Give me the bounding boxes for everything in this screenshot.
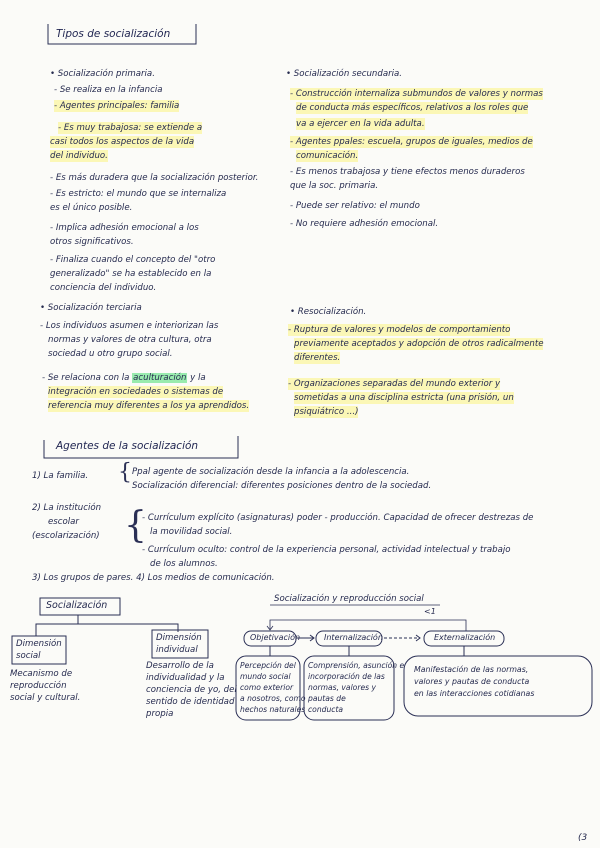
brace-icon: { — [118, 460, 132, 485]
list-item: - Es menos trabajosa y tiene efectos menos duraderos — [290, 167, 525, 177]
text-line: sentido de identidad — [146, 697, 235, 707]
brace-icon: { — [124, 505, 147, 546]
text-span: - Se relaciona con la — [42, 373, 130, 383]
dim-social-title — [16, 638, 62, 662]
box-title-line: Dimensión — [156, 633, 202, 643]
text-line: Mecanismo de — [10, 669, 73, 679]
dim-individual-text — [146, 660, 237, 720]
text-line: hechos naturales — [240, 705, 306, 714]
list-item: de conducta más específicos, relativos a los roles que — [296, 103, 529, 113]
text-line: propia — [146, 709, 174, 719]
list-item: sociedad u otro grupo social. — [48, 349, 173, 359]
externalizacion-title: Externalización — [434, 633, 496, 642]
text-line: Comprensión, asunción e — [308, 661, 405, 670]
list-item: integración en sociedades o sistemas de — [48, 387, 224, 397]
otros-agentes: 3) Los grupos de pares. 4) Los medios de comunicación. — [32, 573, 275, 583]
list-item: casi todos los aspectos de la vida — [50, 137, 195, 147]
highlighted-term: aculturación — [133, 373, 187, 383]
list-item: del individuo. — [50, 151, 108, 161]
list-item: que la soc. primaria. — [290, 181, 379, 191]
socializacion-box: Socialización — [46, 600, 108, 611]
escuela-line: de los alumnos. — [150, 559, 218, 569]
list-item: otros significativos. — [50, 237, 134, 247]
feedback-label: <1 — [424, 607, 436, 616]
text-line: Manifestación de las normas, — [414, 665, 529, 674]
text-line: en las interacciones cotidianas — [414, 689, 535, 698]
box-title-line: social — [16, 651, 41, 661]
list-item: - Agentes ppales: escuela, grupos de iguales, medios de — [290, 137, 533, 147]
list-item: sometidas a una disciplina estricta (una prisión, un — [294, 393, 514, 403]
list-item: - Es más duradera que la socialización posterior. — [50, 173, 259, 183]
escuela-line: - Currículum oculto: control de la experiencia personal, actividad intelectual y trabajo — [142, 545, 511, 555]
section-title-agentes: Agentes de la socialización — [56, 440, 199, 452]
internalizacion-text — [308, 660, 404, 715]
escuela-label: 2) La institución — [32, 503, 102, 513]
box-title-line: individual — [156, 645, 198, 655]
list-item: previamente aceptados y adopción de otros radicalmente — [294, 339, 544, 349]
familia-line: Ppal agente de socialización desde la infancia a la adolescencia. — [132, 467, 410, 477]
text-line: individualidad y la — [146, 673, 225, 683]
list-item — [42, 372, 206, 384]
list-item: - Agentes principales: familia — [54, 101, 180, 111]
list-item: referencia muy diferentes a los ya aprendidos. — [48, 401, 250, 411]
list-item: - No requiere adhesión emocional. — [290, 219, 439, 229]
text-line: a nosotros, como — [240, 694, 306, 703]
terciaria-heading: • Socialización terciaria — [40, 303, 142, 313]
escuela-label: (escolarización) — [32, 531, 100, 541]
text-line: Desarrollo de la — [146, 661, 214, 671]
list-item: - Puede ser relativo: el mundo — [290, 201, 420, 211]
escuela-line: - Currículum explícito (asignaturas) poder - producción. Capacidad de ofrecer destrezas de — [142, 513, 534, 523]
text-line: conducta — [308, 705, 344, 714]
objetivacion-text — [240, 660, 306, 715]
list-item: - Es muy trabajosa: se extiende a — [58, 123, 203, 133]
text-line: conciencia de yo, del — [146, 685, 237, 695]
text-line: mundo social — [240, 672, 291, 681]
text-line: reproducción — [10, 681, 67, 691]
resocializacion-heading: • Resocialización. — [290, 307, 367, 317]
list-item: generalizado" se ha establecido en la — [50, 269, 212, 279]
familia-line: Socialización diferencial: diferentes posiciones dentro de la sociedad. — [132, 481, 432, 491]
list-item: - Se realiza en la infancia — [54, 85, 163, 95]
secundaria-heading: • Socialización secundaria. — [286, 69, 403, 79]
dim-social-text — [10, 668, 80, 704]
escuela-label: escolar — [48, 517, 79, 527]
text-line: valores y pautas de conducta — [414, 677, 530, 686]
text-line: como exterior — [240, 683, 294, 692]
section-title-tipos: Tipos de socialización — [56, 28, 171, 40]
externalizacion-text — [414, 664, 534, 700]
list-item: conciencia del individuo. — [50, 283, 157, 293]
list-item: va a ejercer en la vida adulta. — [296, 119, 425, 129]
dim-individual-title — [156, 632, 202, 656]
list-item: - Implica adhesión emocional a los — [50, 223, 199, 233]
internalizacion-title: Internalización — [324, 633, 383, 642]
diagram-right-title: Socialización y reproducción social — [274, 594, 424, 604]
text-line: Percepción del — [240, 661, 296, 670]
text-line: incorporación de las — [308, 672, 385, 681]
list-item: - Organizaciones separadas del mundo exterior y — [288, 379, 501, 389]
familia-label: 1) La familia. — [32, 471, 89, 481]
list-item: - Finaliza cuando el concepto del "otro — [50, 255, 216, 265]
box-title-line: Dimensión — [16, 639, 62, 649]
list-item: - Construcción internaliza submundos de valores y normas — [290, 89, 543, 99]
text-line: social y cultural. — [10, 693, 81, 703]
text-span: y la — [190, 373, 206, 383]
list-item: diferentes. — [294, 353, 341, 363]
escuela-line: la movilidad social. — [150, 527, 233, 537]
list-item: normas y valores de otra cultura, otra — [48, 335, 212, 345]
list-item: - Ruptura de valores y modelos de comportamiento — [288, 325, 511, 335]
list-item: es el único posible. — [50, 203, 133, 213]
list-item: - Es estricto: el mundo que se internaliza — [50, 189, 227, 199]
page-mark: (3 — [578, 833, 588, 843]
list-item: comunicación. — [296, 151, 359, 161]
primaria-heading: • Socialización primaria. — [50, 69, 155, 79]
list-item: - Los individuos asumen e interiorizan las — [40, 321, 219, 331]
text-line: normas, valores y — [308, 683, 376, 692]
objetivacion-title: Objetivación — [250, 633, 301, 642]
text-line: pautas de — [308, 694, 346, 703]
list-item: psiquiátrico ...) — [294, 407, 359, 417]
